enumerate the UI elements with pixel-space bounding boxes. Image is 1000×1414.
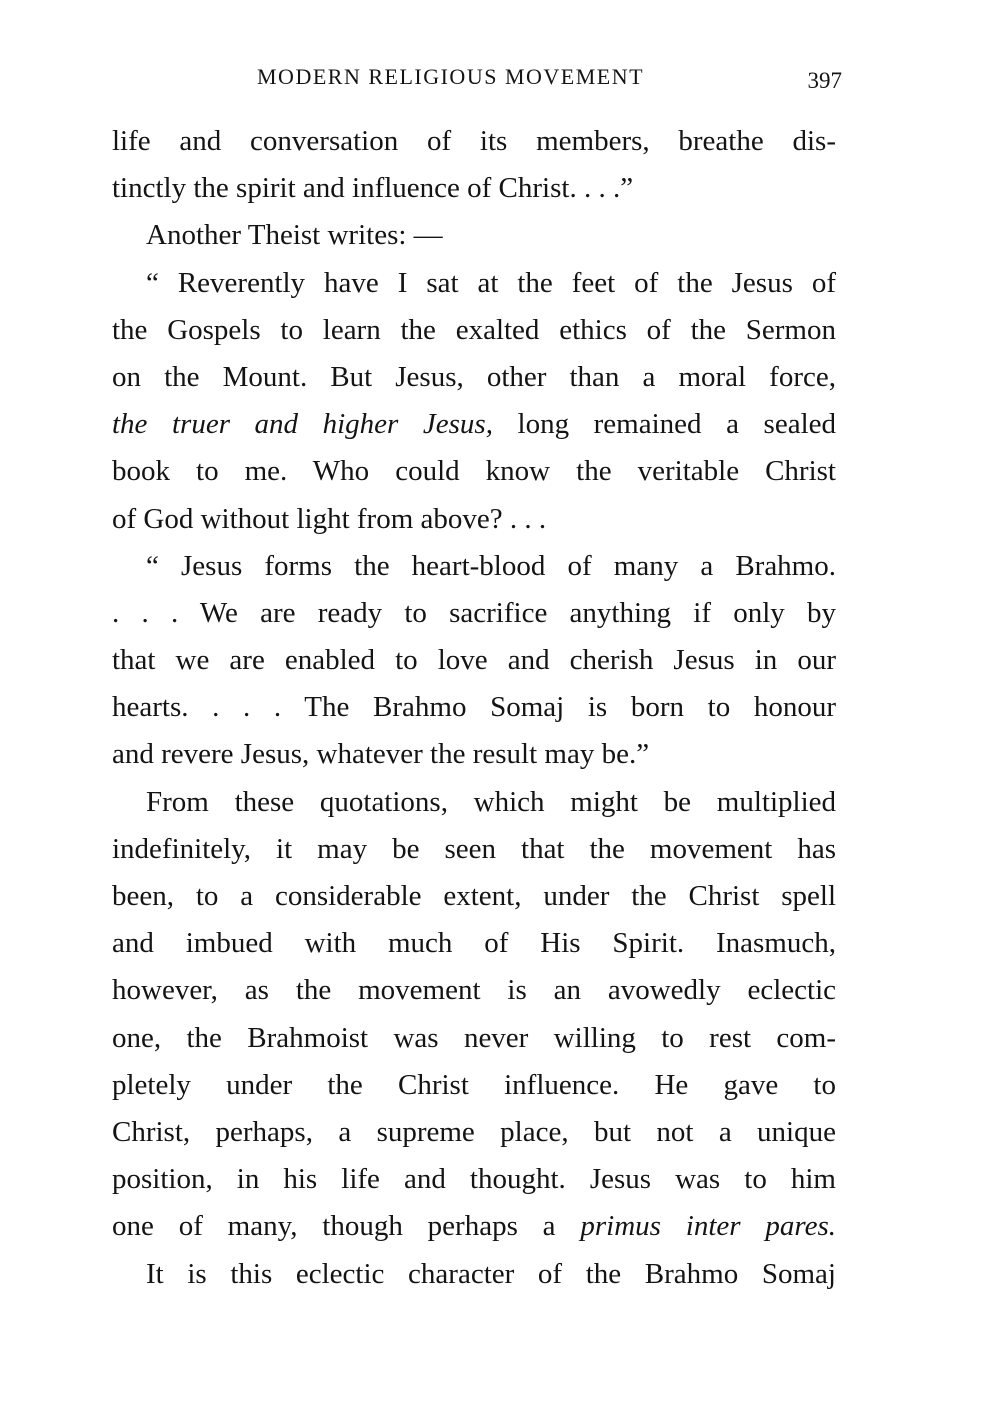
text-line (112, 731, 836, 778)
text-line (112, 684, 836, 731)
text-run: however, as the movement is an avowedly eclectic (112, 974, 836, 1007)
text-run: tinctly the spirit and influence of Christ. . . .” (112, 172, 634, 205)
text-line (112, 826, 836, 873)
text-line (112, 1156, 836, 1203)
text-line (112, 260, 836, 307)
text-run: one, the Brahmoist was never willing to rest com- (112, 1021, 836, 1054)
text-line (112, 448, 836, 495)
text-run: Another Theist writes: — (146, 219, 443, 252)
text-run: the Gospels to learn the exalted ethics of the Sermon (112, 313, 836, 346)
text-run: book to me. Who could know the veritable Christ (112, 455, 836, 488)
text-run: long remained a sealed (492, 408, 836, 441)
text-line (112, 1109, 836, 1156)
text-run: . . . We are ready to sacrifice anything if only by (112, 596, 836, 629)
text-line (112, 967, 836, 1014)
text-run: Christ, perhaps, a supreme place, but not a unique (112, 1115, 836, 1148)
running-head: MODERN RELIGIOUS MOVEMENT (257, 64, 645, 89)
text-line (112, 212, 836, 259)
text-line (112, 1203, 836, 1250)
text-line (112, 920, 836, 967)
italic-text: primus inter pares. (580, 1210, 836, 1243)
text-line (112, 637, 836, 684)
text-line (112, 354, 836, 401)
text-run: been, to a considerable extent, under the Christ spell (112, 880, 836, 912)
text-run: one of many, though perhaps a (112, 1210, 581, 1243)
text-line (112, 307, 836, 354)
page-number: 397 (807, 68, 842, 93)
text-run: “ Reverently have I sat at the feet of the Jesus of (146, 266, 836, 299)
text-line (112, 590, 836, 637)
text-line (112, 496, 836, 543)
text-run: and imbued with much of His Spirit. Inasmuch, (112, 927, 836, 960)
text-line (112, 401, 836, 448)
text-line (112, 1251, 836, 1298)
text-run: on the Mount. But Jesus, other than a moral force, (112, 360, 836, 393)
text-line (112, 165, 836, 212)
text-run: position, in his life and thought. Jesus was to him (112, 1163, 836, 1196)
text-run: hearts. . . . The Brahmo Somaj is born to honour (112, 691, 836, 724)
text-line (112, 1015, 836, 1062)
text-run: indefinitely, it may be seen that the movement has (112, 832, 836, 865)
text-run: It is this eclectic character of the Brahmo Somaj (146, 1257, 836, 1290)
text-line (112, 543, 836, 590)
text-run: “ Jesus forms the heart-blood of many a Brahmo. (146, 549, 836, 582)
text-line (112, 1062, 836, 1109)
page-header (112, 64, 842, 100)
text-run: and revere Jesus, whatever the result may be.” (112, 738, 650, 771)
italic-text: the truer and higher Jesus, (112, 408, 493, 441)
text-run: pletely under the Christ influence. He gave to (112, 1068, 836, 1101)
text-run: that we are enabled to love and cherish Jesus in our (112, 644, 836, 677)
text-run: of God without light from above? . . . (112, 502, 547, 535)
text-run: life and conversation of its members, breathe dis- (112, 125, 836, 157)
text-line (112, 873, 836, 920)
text-line (112, 118, 836, 165)
text-run: From these quotations, which might be multiplied (146, 785, 836, 818)
body-text (112, 118, 836, 1298)
text-line (112, 779, 836, 826)
